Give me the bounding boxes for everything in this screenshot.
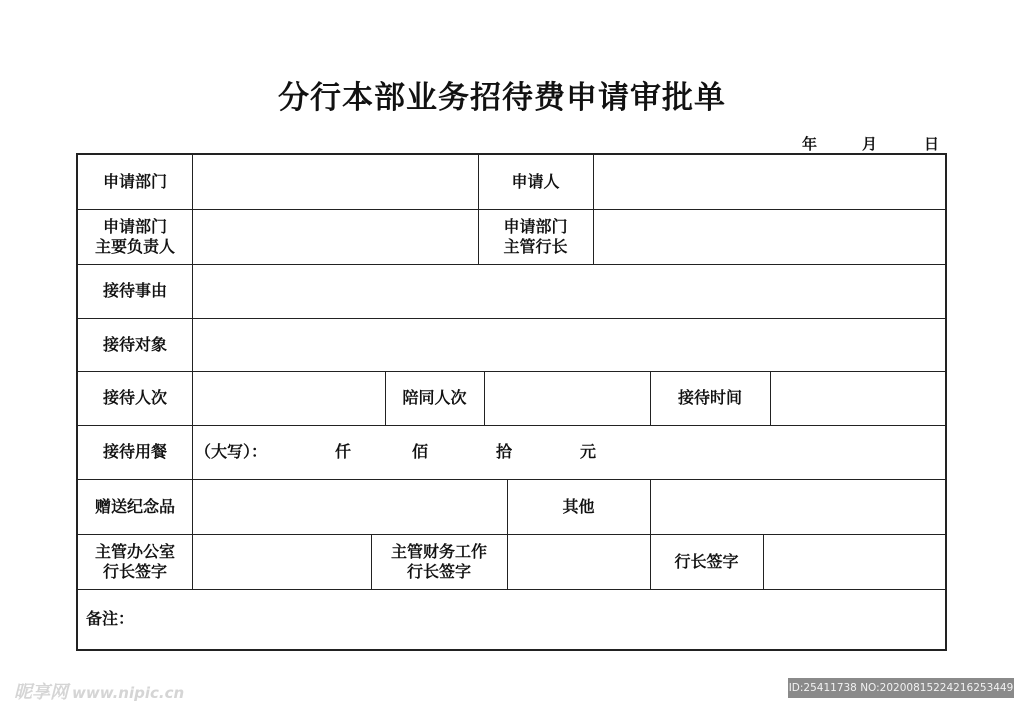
reception-time-field[interactable] <box>770 371 945 425</box>
watermark-brand <box>14 678 184 704</box>
watermark-id: ID:25411738 NO:20200815224216253449 <box>788 678 1014 698</box>
reception-reason-label: 接待事由 <box>102 281 167 300</box>
reception-target-label: 接待对象 <box>102 334 167 354</box>
finance-president-signature-field[interactable] <box>507 534 650 589</box>
applicant-field[interactable] <box>593 155 945 209</box>
finance-president-signature-label: 主管财务工作 行长签字 <box>390 541 487 581</box>
other-label: 其他 <box>562 496 595 516</box>
approval-form-table <box>76 153 947 651</box>
souvenir-label: 赠送纪念品 <box>94 496 175 516</box>
uppercase-amount-label: （大写）： <box>195 442 268 461</box>
dept-head-field[interactable] <box>192 209 478 264</box>
dept-head-label: 申请部门 主要负责人 <box>94 216 175 256</box>
guest-count-field[interactable] <box>192 371 385 425</box>
page-title: 分行本部业务招待费申请审批单 <box>278 80 726 116</box>
remarks-field[interactable] <box>186 589 945 649</box>
date-line <box>790 133 950 153</box>
unit-yuan: 元 <box>579 442 596 461</box>
applicant-label: 申请人 <box>511 172 560 191</box>
watermark-site: www.nipic.cn <box>72 684 185 702</box>
date-month: 月 <box>862 135 878 153</box>
other-field[interactable] <box>650 479 945 534</box>
date-day: 日 <box>924 135 940 153</box>
souvenir-field[interactable] <box>192 479 507 534</box>
unit-qian: 仟 <box>334 442 351 461</box>
office-president-signature-label: 主管办公室 行长签字 <box>94 541 175 581</box>
reception-target-field[interactable] <box>192 318 945 371</box>
unit-bai: 佰 <box>411 442 428 461</box>
dept-president-label: 申请部门 主管行长 <box>503 216 568 256</box>
unit-shi: 拾 <box>495 442 512 461</box>
watermark-brand-text: 昵享网 <box>14 682 68 703</box>
president-signature-label: 行长签字 <box>674 551 739 571</box>
date-year: 年 <box>802 135 818 153</box>
guest-count-label: 接待人次 <box>102 388 167 407</box>
companion-count-field[interactable] <box>484 371 650 425</box>
reception-reason-field[interactable] <box>192 264 945 318</box>
applying-dept-field[interactable] <box>192 155 478 209</box>
meal-cost-label: 接待用餐 <box>102 442 167 461</box>
dept-president-field[interactable] <box>593 209 945 264</box>
companion-count-label: 陪同人次 <box>402 388 467 407</box>
applying-dept-label: 申请部门 <box>102 172 167 191</box>
president-signature-field[interactable] <box>763 534 945 589</box>
office-president-signature-field[interactable] <box>192 534 371 589</box>
reception-time-label: 接待时间 <box>677 388 742 407</box>
remarks-label: 备注： <box>86 609 135 628</box>
